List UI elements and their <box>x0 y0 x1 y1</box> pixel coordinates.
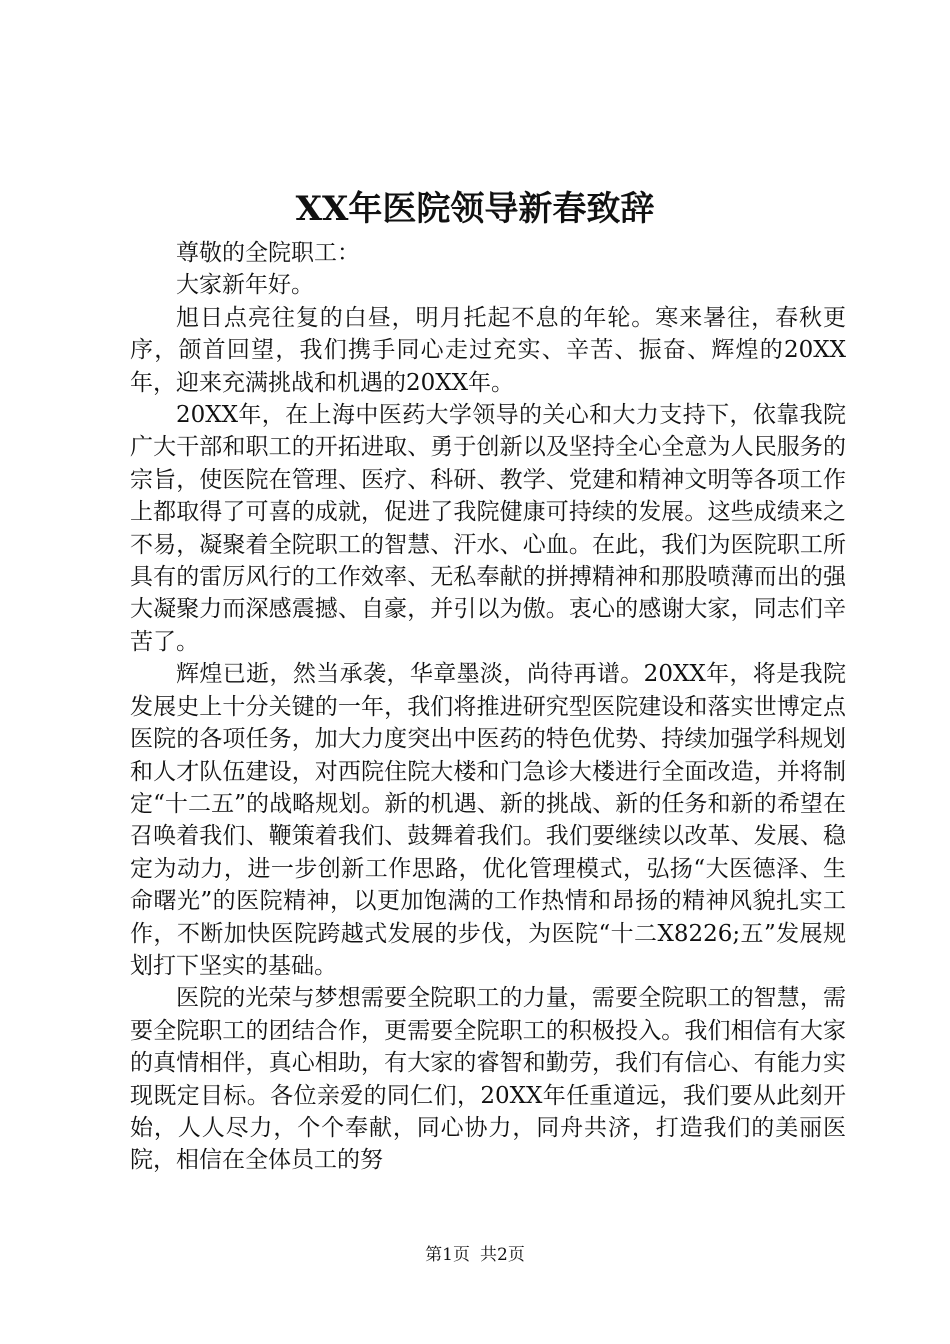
document-title: XX年医院领导新春致辞 <box>295 189 655 229</box>
page-total: 共2页 <box>480 1245 525 1265</box>
greeting: 大家新年好。 <box>176 272 314 299</box>
paragraph-plans: 辉煌已逝，然当承袭，华章墨淡，尚待再谱。20XX年，将是我院发展史上十分关键的一年，我们将推进研究型医院建设和落实世博定点医院的各项任务，加大力度突出中医药的特色优势、持续加强学科规划和人才队伍建设，对西院住院大楼和门急诊大楼进行全面改造，并将制定“十二五”的战略规划。新的机遇、新的挑战、新的任务和新的希望在召唤着我们、鞭策着我们、鼓舞着我们。我们要继续以改革、发展、稳定为动力，进一步创新工作思路，优化管理模式，弘扬“大医德泽、生命曙光”的医院精神，以更加饱满的工作热情和昂扬的精神风貌扎实工作，不断加快医院跨越式发展的步伐，为医院“十二X8226;五”发展规划打下坚实的基础。 <box>130 661 846 979</box>
page-number: 第1页 <box>425 1245 470 1265</box>
document-body <box>130 237 846 1177</box>
paragraph-achievements: 20XX年，在上海中医药大学领导的关心和大力支持下，依靠我院广大干部和职工的开拓进取、勇于创新以及坚持全心全意为人民服务的宗旨，使医院在管理、医疗、科研、教学、党建和精神文明等各项工作上都取得了可喜的成就，促进了我院健康可持续的发展。这些成绩来之不易，凝聚着全院职工的智慧、汗水、心血。在此，我们为医院职工所具有的雷厉风行的工作效率、无私奉献的拼搏精神和那股喷薄而出的强大凝聚力而深感震撼、自豪，并引以为傲。衷心的感谢大家，同志们辛苦了。 <box>130 402 846 655</box>
salutation: 尊敬的全院职工： <box>176 240 360 266</box>
page-footer <box>0 1243 950 1267</box>
paragraph-closing: 医院的光荣与梦想需要全院职工的力量，需要全院职工的智慧，需要全院职工的团结合作，更需要全院职工的积极投入。我们相信有大家的真情相伴，真心相助，有大家的睿智和勤劳，我们有信心、有能力实现既定目标。各位亲爱的同仁们，20XX年任重道远，我们要从此刻开始，人人尽力，个个奉献，同心协力，同舟共济，打造我们的美丽医院，相信在全体员工的努 <box>130 985 846 1174</box>
paragraph-opening: 旭日点亮往复的白昼，明月托起不息的年轮。寒来暑往，春秋更序，颌首回望，我们携手同心走过充实、辛苦、振奋、辉煌的20XX年，迎来充满挑战和机遇的20XX年。 <box>130 304 846 396</box>
